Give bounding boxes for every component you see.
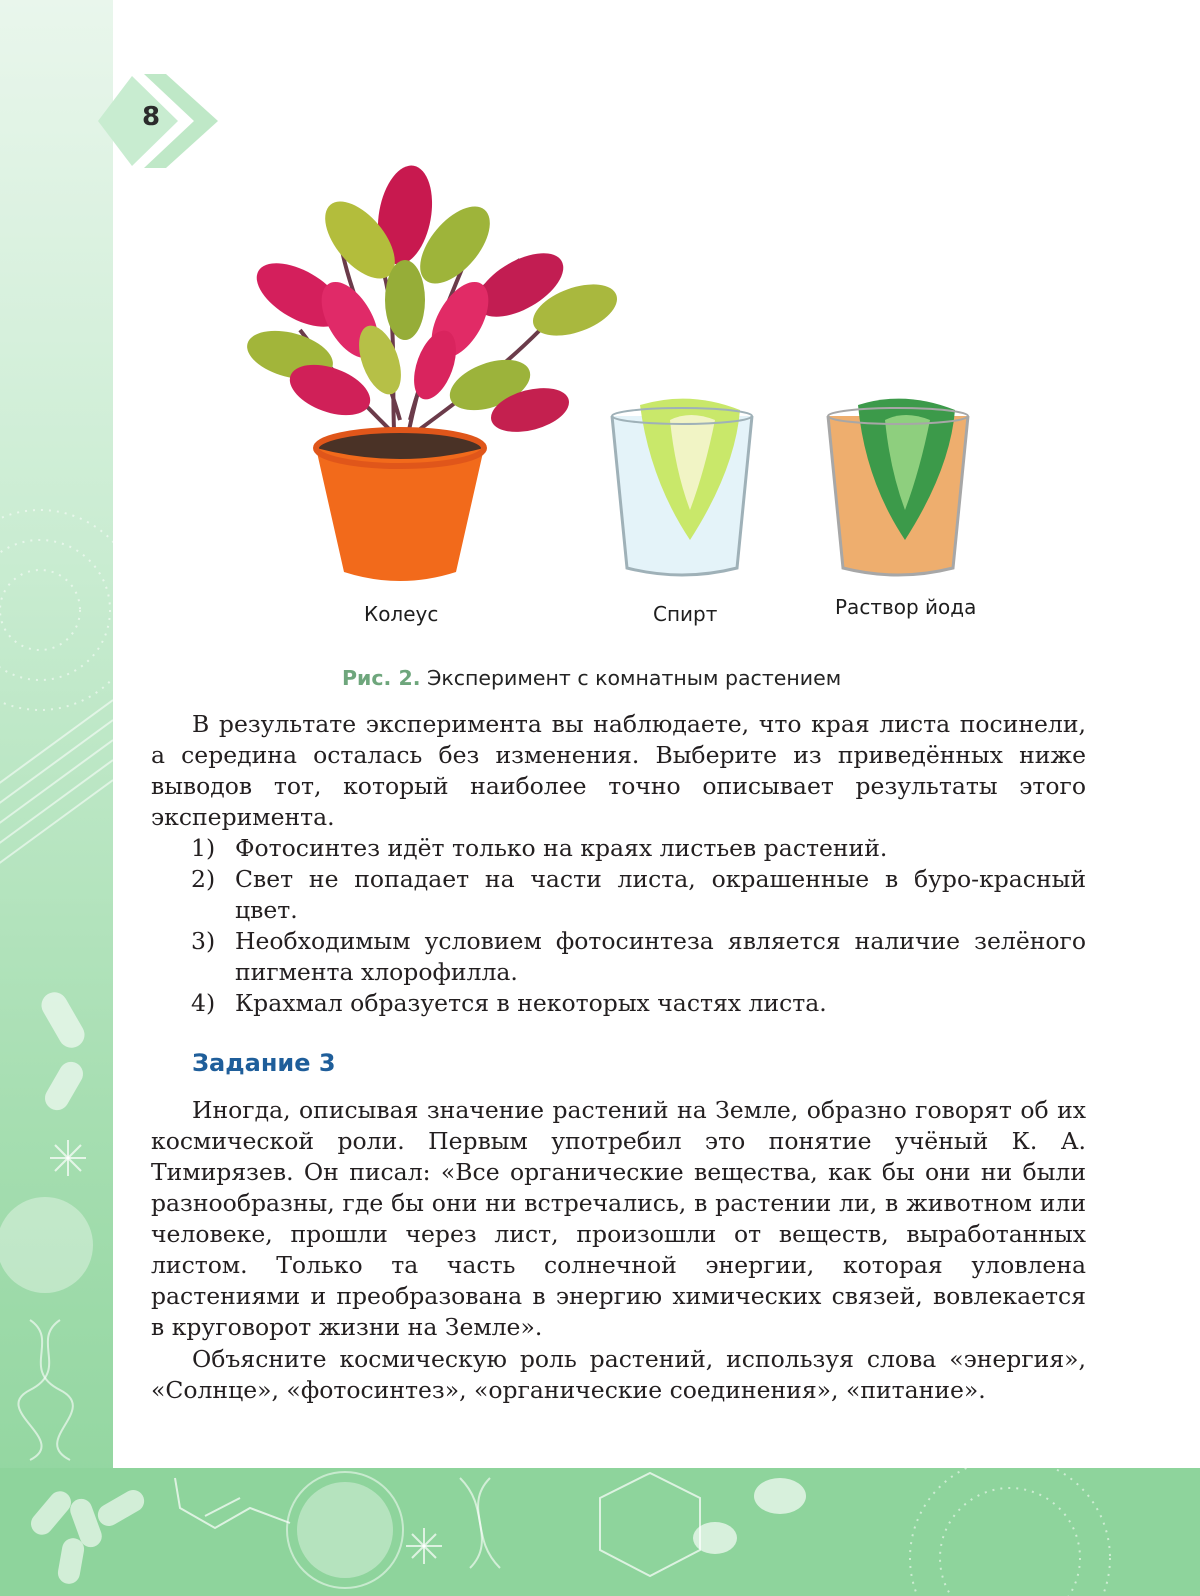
figure-coleus-experiment [0,0,1200,660]
answer-option-number: 4) [191,989,216,1017]
answer-option-3 [151,926,1086,988]
answer-option-1 [151,833,1086,864]
task-3-paragraph-2: Объясните космическую роль растений, используя слова «энергия», «Солнце», «фотосинтез», «органические соединения», «питание». [151,1345,1086,1404]
figure-caption-number: Рис. 2. [342,666,421,690]
answer-option-text: Необходимым условием фотосинтеза является наличие зелёного пигмента хлорофилла. [235,927,1086,986]
answer-option-text: Фотосинтез идёт только на краях листьев растений. [235,834,888,862]
page-number: 8 [141,102,161,132]
bottom-band-decoration [0,1468,1200,1596]
answer-option-number: 1) [191,834,216,862]
answer-option-text: Свет не попадает на части листа, окрашенные в буро-красный цвет. [235,865,1086,924]
task-3-paragraph-1: Иногда, описывая значение растений на Земле, образно говорят об их космической роли. Первым употребил это понятие учёный К. А. Тимирязев. Он писал: «Все органические вещества, как бы они ни были разнообразны, где бы они ни встречались, в растении ли, в животном или человеке, прошли через лист, произошли от веществ, выработанных листом. Только та часть солнечной энергии, которая уловлена растениями и преобразована в энергию химических связей, вовлекается в круговорот жизни на Земле». [151,1096,1086,1341]
figure-caption-text: Эксперимент с комнатным растением [427,666,842,690]
answer-option-text: Крахмал образуется в некоторых частях листа. [235,989,827,1017]
answer-option-4 [151,988,1086,1019]
answer-option-2 [151,864,1086,926]
figure-label-iodine: Раствор йода [835,595,977,619]
iodine-glass-illustration [828,399,968,575]
figure-label-alcohol: Спирт [653,602,718,626]
experiment-intro-paragraph: В результате эксперимента вы наблюдаете, что края листа посинели, а середина осталась без изменения. Выберите из приведённых ниже выводов тот, который наиболее точно описывает результаты этого эксперимента. [151,710,1086,831]
task-3-heading: Задание 3 [192,1049,336,1077]
answer-option-number: 2) [191,865,216,893]
figure-caption [342,666,962,690]
answer-option-number: 3) [191,927,216,955]
alcohol-glass-illustration [612,399,752,575]
answer-options-list [151,833,1086,1019]
figure-label-coleus: Колеус [364,602,439,626]
coleus-plant-illustration [242,161,624,581]
bottom-decorative-band [0,1468,1200,1596]
